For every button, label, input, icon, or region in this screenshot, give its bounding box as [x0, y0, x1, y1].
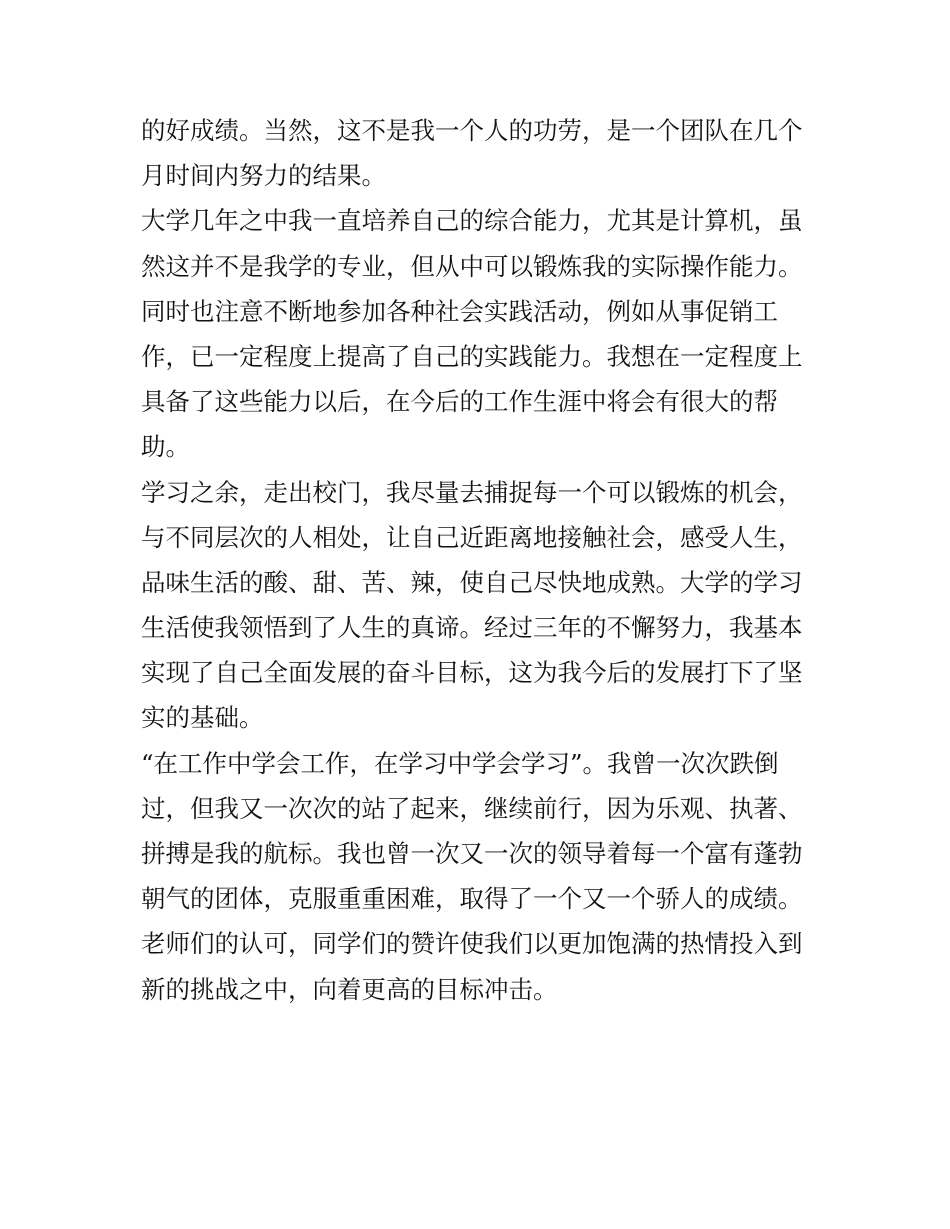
text-line: 的好成绩。当然，这不是我一个人的功劳，是一个团队在几个: [141, 116, 803, 145]
text-line: 助。: [141, 432, 190, 462]
document-body: [141, 108, 821, 1012]
text-line: 拼搏是我的航标。我也曾一次又一次的领导着每一个富有蓬勃: [141, 839, 803, 868]
text-line: 作，已一定程度上提高了自己的实践能力。我想在一定程度上: [141, 341, 803, 371]
text-line: 实现了自己全面发展的奋斗目标，这为我今后的发展打下了坚: [141, 658, 803, 688]
text-line: 新的挑战之中，向着更高的目标冲击。: [141, 974, 558, 1004]
text-line: 老师们的认可，同学们的赞许使我们以更加饱满的热情投入到: [141, 929, 803, 959]
text-line: 与不同层次的人相处，让自己近距离地接触社会，感受人生，: [141, 522, 803, 552]
text-line: 具备了这些能力以后，在今后的工作生涯中将会有很大的帮: [141, 387, 778, 417]
text-line: 实的基础。: [141, 703, 264, 733]
text-line: 生活使我领悟到了人生的真谛。经过三年的不懈努力，我基本: [141, 613, 803, 643]
text-line: 然这并不是我学的专业，但从中可以锻炼我的实际操作能力。: [141, 251, 803, 281]
text-line: 朝气的团体，克服重重困难，取得了一个又一个骄人的成绩。: [141, 884, 803, 914]
text-line: 品味生活的酸、甜、苦、辣，使自己尽快地成熟。大学的学习: [141, 567, 803, 597]
text-line: 月时间内努力的结果。: [141, 161, 386, 191]
text-line: “在工作中学会工作，在学习中学会学习”。我曾一次次跌倒: [141, 748, 779, 778]
text-line: 大学几年之中我一直培养自己的综合能力，尤其是计算机，虽: [141, 206, 803, 236]
text-line: 过，但我又一次次的站了起来，继续前行，因为乐观、执著、: [141, 793, 803, 823]
text-line: 学习之余，走出校门，我尽量去捕捉每一个可以锻炼的机会，: [141, 477, 803, 507]
text-line: 同时也注意不断地参加各种社会实践活动，例如从事促销工: [141, 296, 778, 326]
